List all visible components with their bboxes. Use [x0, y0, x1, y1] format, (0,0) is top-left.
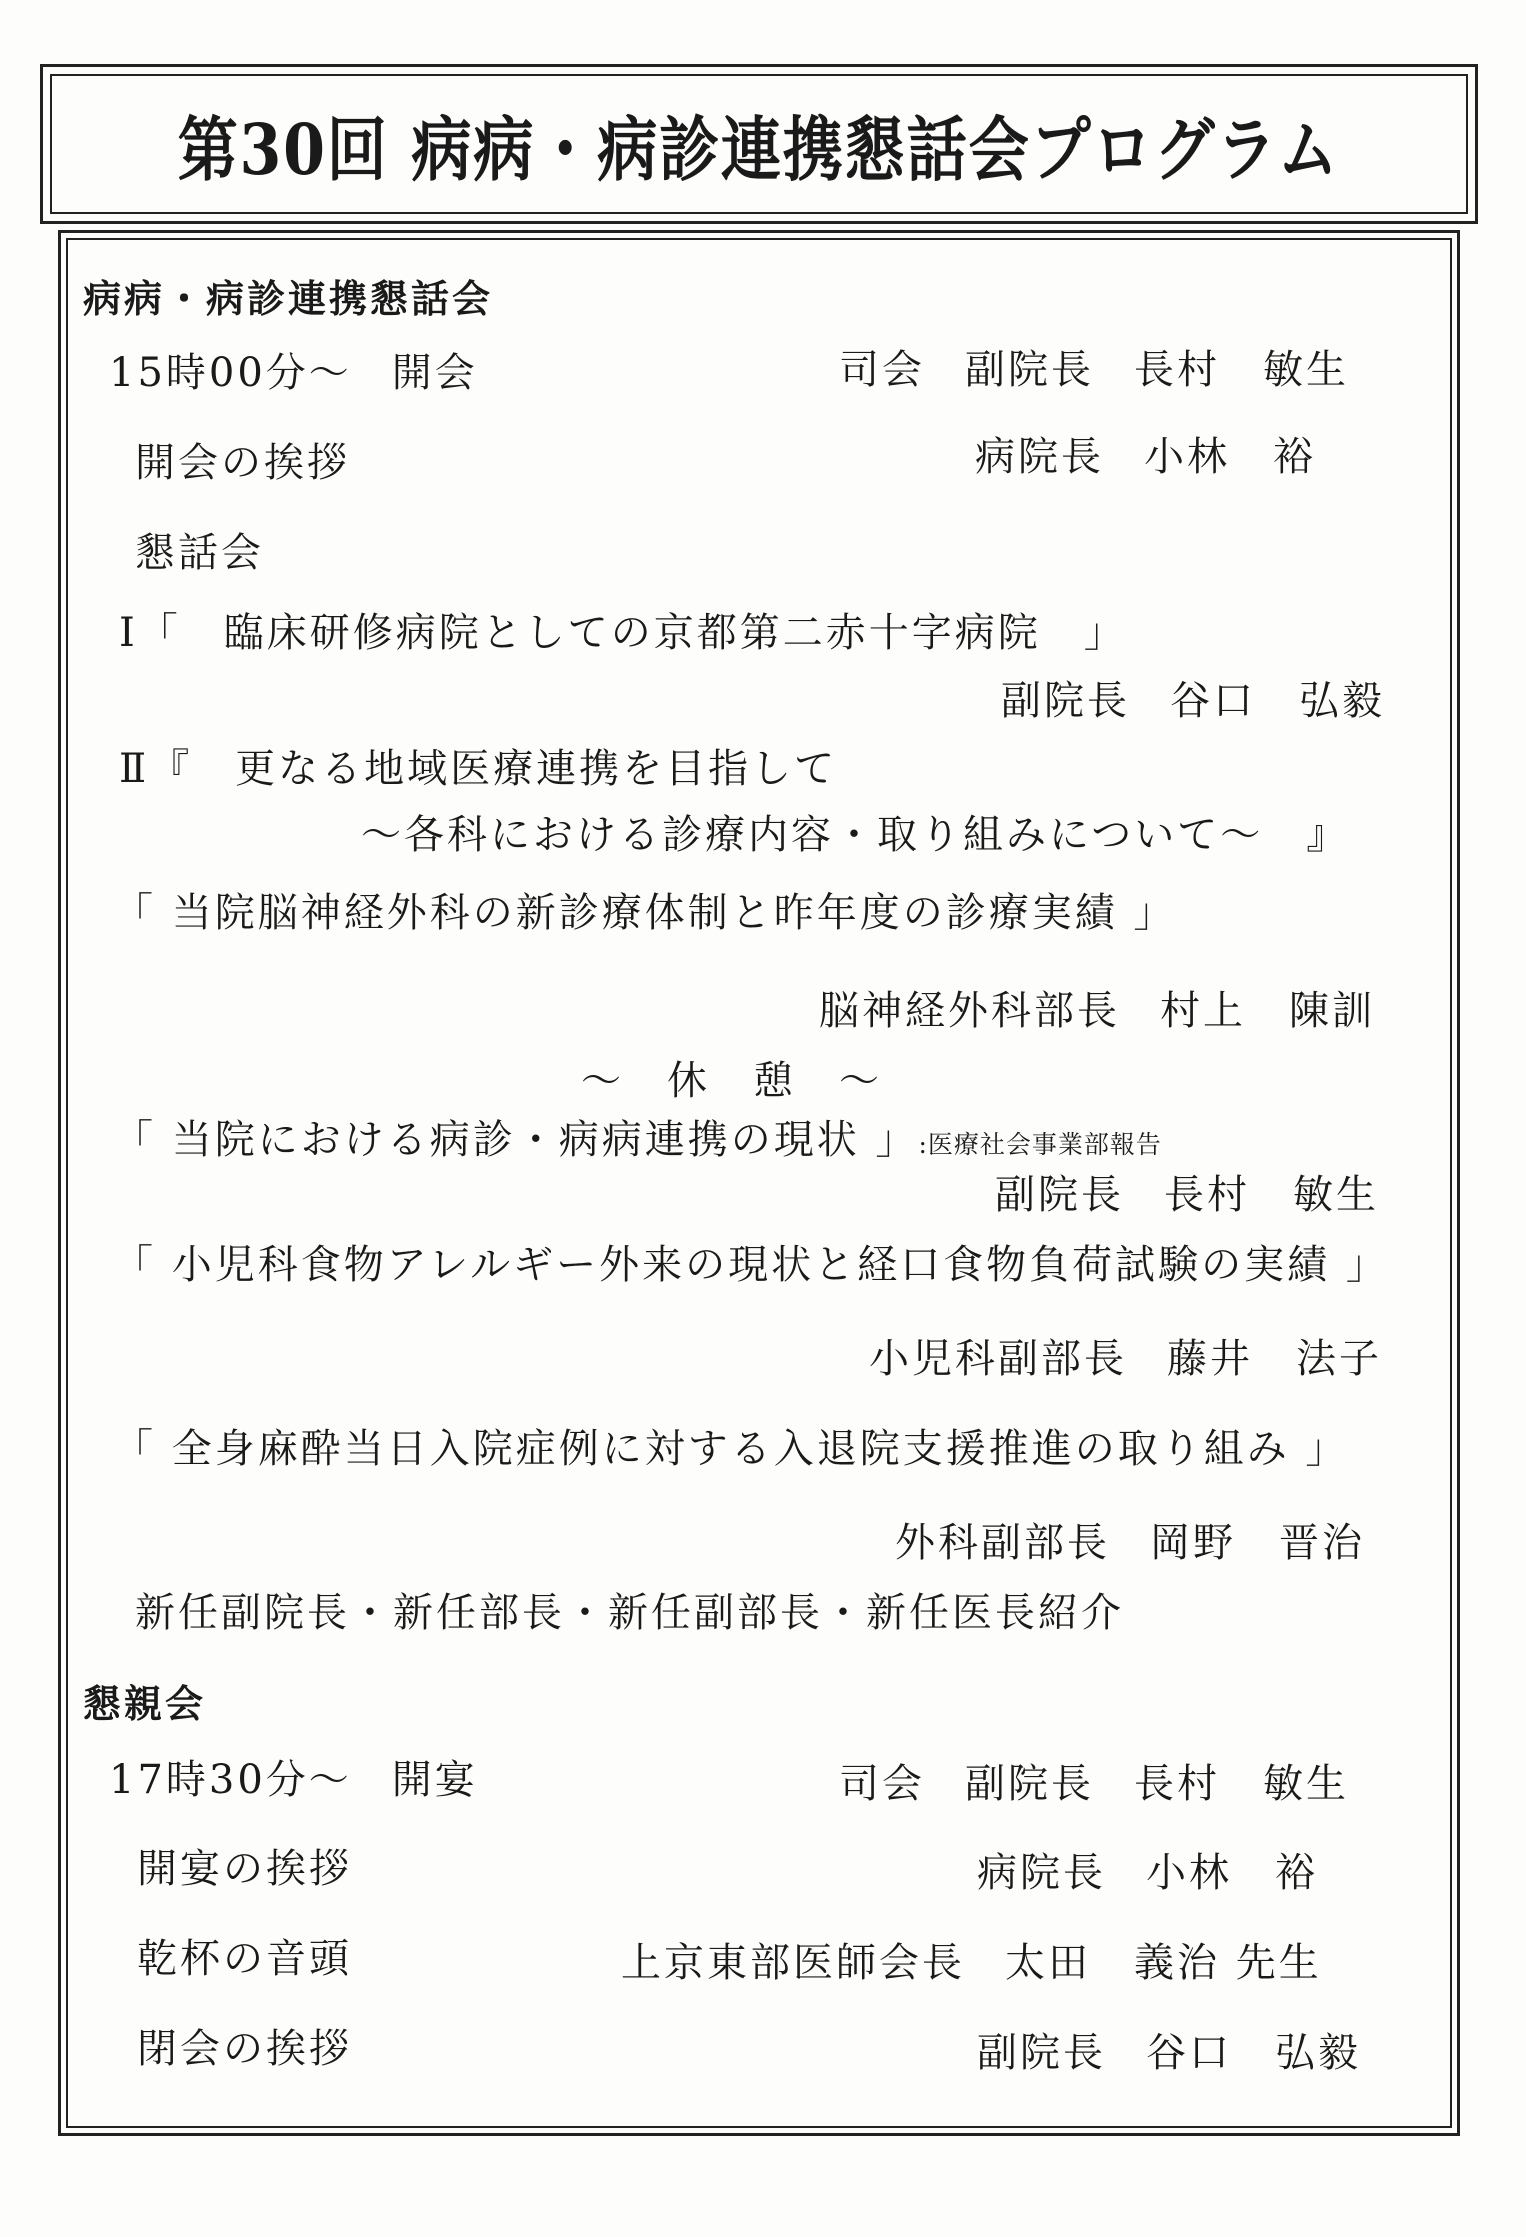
talk2b-speaker: [995, 1172, 1379, 1218]
conference-greeting-label: 開会の挨拶: [135, 440, 350, 486]
toast-speaker: [621, 1940, 1322, 1986]
conference-open-label: 開会: [391, 350, 478, 396]
conference-mc-title: 副院長: [965, 347, 1094, 393]
talk2c-speaker-name: 藤井 法子: [1167, 1336, 1382, 1382]
talk1-speaker-title: 副院長: [1001, 678, 1130, 724]
toast-name: 太田 義治 先生: [1005, 1940, 1322, 1986]
new-staff-intro: 新任副院長・新任部長・新任副部長・新任医長紹介: [135, 1590, 1124, 1636]
party-open-row: [109, 1757, 478, 1803]
toast-label: 乾杯の音頭: [137, 1936, 352, 1982]
conference-greeting-name: 小林 裕: [1144, 434, 1316, 480]
talk2b-speaker-name: 長村 敏生: [1164, 1172, 1379, 1218]
closing-label: 閉会の挨拶: [137, 2026, 352, 2072]
party-mc-name: 長村 敏生: [1134, 1761, 1349, 1807]
title-box: [40, 64, 1478, 224]
talk2b-note: :医療社会事業部報告: [918, 1130, 1162, 1159]
closing-speaker: [977, 2030, 1361, 2076]
session-label: 懇話会: [135, 530, 264, 576]
conference-mc-row: [839, 347, 1349, 393]
talk2c-title: 「 小児科食物アレルギー外来の現状と経口食物負荷試験の実績 」: [113, 1242, 1389, 1288]
talk2d-title: 「 全身麻酔当日入院症例に対する入退院支援推進の取り組み 」: [113, 1426, 1349, 1472]
page-title: 第30回 病病・病診連携懇話会プログラム: [178, 107, 1340, 191]
conference-mc-name: 長村 敏生: [1134, 347, 1349, 393]
party-greeting-name: 小林 裕: [1146, 1850, 1318, 1896]
closing-name: 谷口 弘毅: [1146, 2030, 1361, 2076]
talk2a-title: 「 当院脳神経外科の新診療体制と昨年度の診療実績 」: [113, 890, 1177, 936]
talk2d-speaker-name: 岡野 晋治: [1150, 1520, 1365, 1566]
conference-greeting-title: 病院長: [975, 434, 1104, 480]
party-mc-role: 司会: [839, 1761, 925, 1807]
talk2d-speaker: [895, 1520, 1365, 1566]
talk2a-speaker: [819, 988, 1375, 1034]
party-mc-row: [839, 1761, 1349, 1807]
closing-title: 副院長: [977, 2030, 1106, 2076]
party-greeting-speaker: [977, 1850, 1318, 1896]
conference-heading: 病病・病診連携懇話会: [83, 276, 494, 321]
talk2-title: Ⅱ『 更なる地域医療連携を目指して: [119, 746, 838, 792]
conference-open-time: 15時00分〜: [109, 350, 352, 396]
conference-mc-role: 司会: [839, 347, 925, 393]
talk2b-title: 「 当院における病診・病病連携の現状 」: [113, 1117, 919, 1163]
talk2c-speaker: [869, 1336, 1382, 1382]
party-mc-title: 副院長: [965, 1761, 1094, 1807]
party-open-time: 17時30分〜: [109, 1757, 352, 1803]
talk2a-speaker-name: 村上 陳訓: [1160, 988, 1375, 1034]
talk2-subtitle: 〜各科における診療内容・取り組みについて〜 』: [361, 812, 1350, 858]
talk2c-speaker-title: 小児科副部長: [869, 1336, 1127, 1382]
talk2a-speaker-title: 脳神経外科部長: [819, 988, 1120, 1034]
talk2b-row: [113, 1117, 1162, 1163]
program-frame: [58, 230, 1460, 2136]
talk1-speaker-name: 谷口 弘毅: [1170, 678, 1385, 724]
talk1-title: Ⅰ「 臨床研修病院としての京都第二赤十字病院 」: [119, 610, 1127, 656]
party-greeting-label: 開宴の挨拶: [137, 1846, 352, 1892]
party-open-label: 開宴: [391, 1757, 478, 1803]
talk2d-speaker-title: 外科副部長: [895, 1520, 1110, 1566]
toast-title: 上京東部医師会長: [621, 1940, 965, 1986]
break-label: 〜 休 憩 〜: [581, 1058, 882, 1104]
party-heading: 懇親会: [83, 1681, 207, 1726]
conference-greeting-speaker: [975, 434, 1316, 480]
talk2b-speaker-title: 副院長: [995, 1172, 1124, 1218]
talk1-speaker: [1001, 678, 1385, 724]
conference-open-row: [109, 350, 478, 396]
party-greeting-title: 病院長: [977, 1850, 1106, 1896]
